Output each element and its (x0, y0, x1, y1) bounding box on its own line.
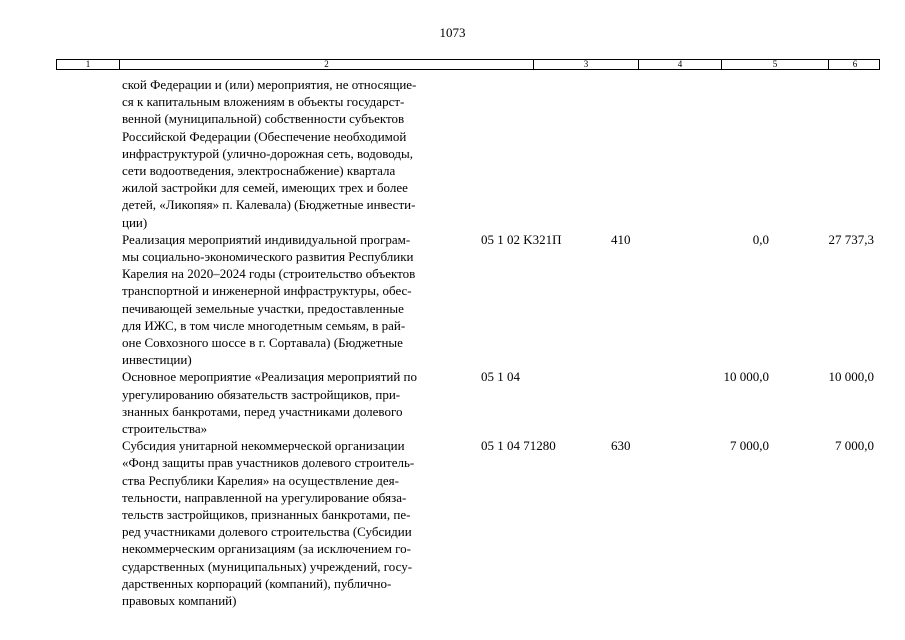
description-line: печивающей земельные участки, предоставленные (122, 300, 404, 316)
row-value-col5: 10 000,0 (723, 369, 769, 385)
description-line: для ИЖС, в том числе многодетным семьям, в рай- (122, 317, 406, 333)
description-line: ся к капитальным вложениям в объекты государст- (122, 94, 405, 110)
description-line: Субсидия унитарной некоммерческой организации (122, 438, 405, 454)
description-line: ства Республики Карелия» на осуществление дея- (122, 472, 399, 488)
description-line: детей, «Ликопяя» п. Калевала) (Бюджетные инвести- (122, 197, 416, 213)
row-value-col6: 10 000,0 (828, 369, 874, 385)
row-description (122, 76, 470, 231)
row-expense-type: 410 (611, 231, 631, 247)
row-code: 05 1 04 71280 (481, 438, 556, 454)
description-line: ред участниками долевого строительства (Субсидии (122, 524, 412, 540)
row-code: 05 1 04 (481, 369, 520, 385)
description-line: Российской Федерации (Обеспечение необходимой (122, 128, 407, 144)
description-line: дарственных корпораций (компаний), публично- (122, 575, 392, 591)
row-value-col6: 7 000,0 (835, 438, 874, 454)
description-line: оне Совхозного шоссе в г. Сортавала) (Бюджетные (122, 335, 403, 351)
row-code: 05 1 02 K321П (481, 231, 562, 247)
description-line: сети водоотведения, электроснабжение) квартала (122, 163, 396, 179)
description-line: инфраструктурой (улично-дорожная сеть, водоводы, (122, 145, 414, 161)
row-description (122, 368, 470, 437)
description-line: Реализация мероприятий индивидуальной програм- (122, 231, 411, 247)
description-line: жилой застройки для семей, имеющих трех и более (122, 180, 408, 196)
row-description (122, 437, 470, 609)
description-line: тельств застройщиков, признанных банкротами, пе- (122, 507, 411, 522)
description-line: тельности, направленной на урегулирование обяза- (122, 489, 407, 505)
description-line: знанных банкротами, перед участниками долевого (122, 403, 403, 419)
description-line: инвестиции) (122, 352, 192, 368)
table-header (56, 59, 880, 70)
description-line: ции) (122, 214, 148, 230)
description-line: правовых компаний) (122, 593, 237, 609)
description-line: Карелия на 2020–2024 годы (строительство объектов (122, 266, 416, 282)
column-header-2: 2 (120, 60, 534, 69)
column-header-1: 1 (57, 60, 120, 69)
column-header-3: 3 (534, 60, 639, 69)
description-line: строительства» (122, 421, 208, 436)
row-expense-type: 630 (611, 438, 631, 454)
row-value-col5: 0,0 (752, 231, 769, 247)
description-line: некоммерческим организациям (за исключением го- (122, 541, 412, 557)
description-line: сударственных (муниципальных) учреждений, госу- (122, 558, 413, 574)
description-line: Основное мероприятие «Реализация мероприятий по (122, 369, 417, 385)
description-line: мы социально-экономического развития Республики (122, 249, 414, 264)
column-header-4: 4 (639, 60, 722, 69)
column-header-6: 6 (852, 59, 858, 69)
description-line: «Фонд защиты прав участников долевого строитель- (122, 455, 415, 471)
row-value-col6: 27 737,3 (828, 231, 874, 247)
description-line: урегулированию обязательств застройщиков, при- (122, 386, 401, 402)
page-number: 1073 (439, 25, 466, 40)
description-line: ской Федерации и (или) мероприятия, не относящие- (122, 77, 417, 92)
description-line: транспортной и инженерной инфраструктуры, обес- (122, 283, 412, 299)
column-header-5: 5 (722, 60, 829, 69)
description-line: венной (муниципальной) собственности субъектов (122, 111, 405, 127)
row-value-col5: 7 000,0 (730, 438, 769, 454)
row-description (122, 231, 470, 369)
